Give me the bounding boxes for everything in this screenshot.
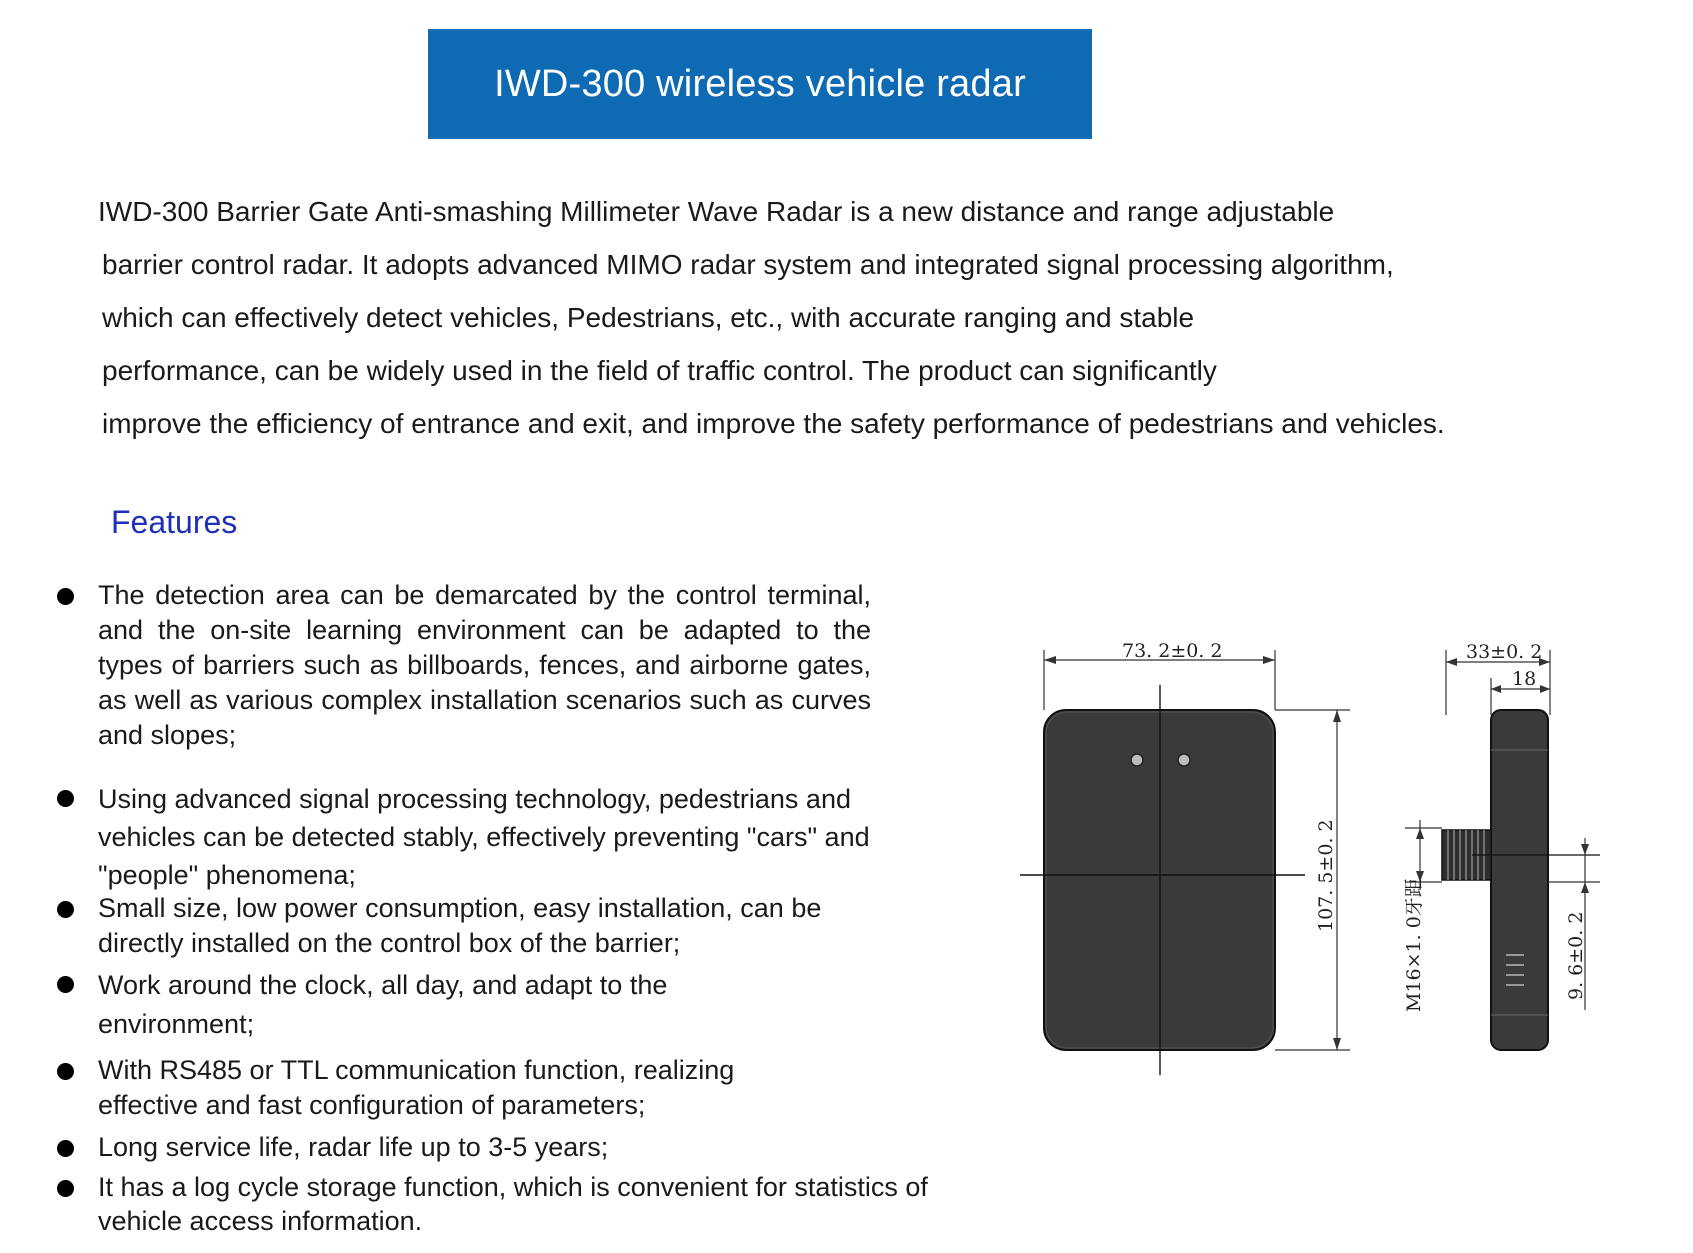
width-dimension-label: 73. 2±0. 2 xyxy=(1122,640,1223,662)
bullet-icon xyxy=(57,588,74,605)
bullet-icon xyxy=(57,976,74,993)
bullet-icon xyxy=(57,1180,74,1197)
bullet-icon xyxy=(57,1140,74,1157)
feature-text: Small size, low power consumption, easy installation, can be directly installed on the control box of the barrier; xyxy=(98,893,822,958)
feature-text: It has a log cycle storage function, which is convenient for statistics of vehicle access information. xyxy=(98,1172,928,1236)
side-view xyxy=(1403,641,1600,1050)
intro-line: which can effectively detect vehicles, Pedestrians, etc., with accurate ranging and stable xyxy=(102,302,1195,333)
thread-label: M16×1. 0牙距 xyxy=(1403,878,1425,1012)
features-heading: Features xyxy=(111,504,238,540)
height-dimension-label: 107. 5±0. 2 xyxy=(1315,819,1337,932)
bullet-icon xyxy=(57,1063,74,1080)
front-view xyxy=(1020,640,1350,1075)
offset-dimension-label: 9. 6±0. 2 xyxy=(1565,911,1587,1000)
feature-text: With RS485 or TTL communication function, realizing effective and fast configuration of parameters; xyxy=(98,1055,735,1120)
body-depth-label: 18 xyxy=(1512,668,1537,690)
feature-text: Work around the clock, all day, and adapt to the environment; xyxy=(98,970,668,1039)
depth-dimension-label: 33±0. 2 xyxy=(1466,641,1543,663)
feature-text: Long service life, radar life up to 3-5 years; xyxy=(98,1132,609,1162)
feature-text: Using advanced signal processing technology, pedestrians and vehicles can be detected stably, effectively preventing "cars" and "people" phenomena; xyxy=(98,784,870,890)
page-title: IWD-300 wireless vehicle radar xyxy=(494,62,1026,105)
intro-line: IWD-300 Barrier Gate Anti-smashing Millimeter Wave Radar is a new distance and range adjustable xyxy=(98,196,1335,227)
feature-text: The detection area can be demarcated by the control terminal, and the on-site learning environment can be adapted to the types of barriers such as billboards, fences, and airborne gates, as well as various complex installation scenarios such as curves and slopes; xyxy=(98,580,871,750)
bullet-icon xyxy=(57,790,74,807)
dimension-drawing xyxy=(1010,620,1610,1090)
dimension-drawing-svg xyxy=(1010,620,1610,1090)
intro-line: barrier control radar. It adopts advanced MIMO radar system and integrated signal processing algorithm, xyxy=(102,249,1394,280)
intro-line: performance, can be widely used in the field of traffic control. The product can significantly xyxy=(102,355,1217,386)
intro-line: improve the efficiency of entrance and exit, and improve the safety performance of pedestrians and vehicles. xyxy=(102,408,1445,439)
bullet-icon xyxy=(57,901,74,918)
